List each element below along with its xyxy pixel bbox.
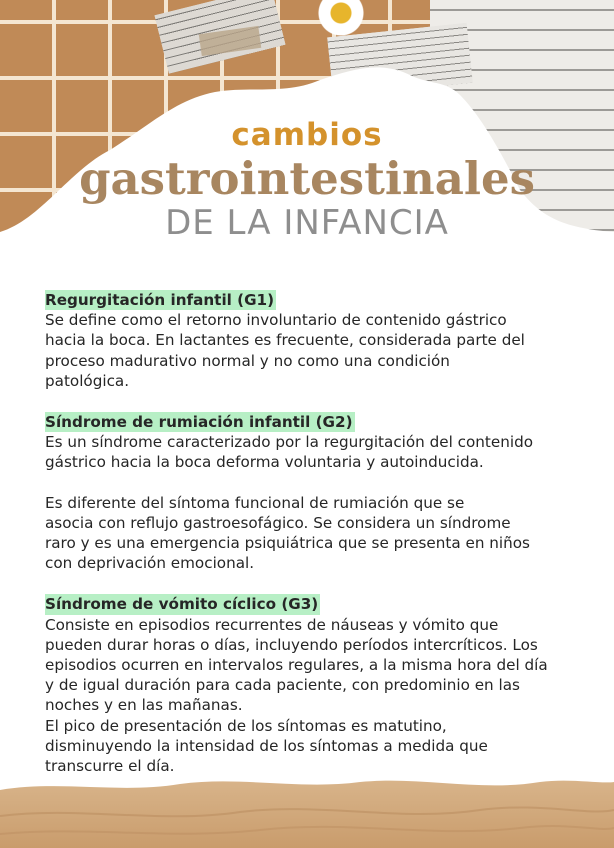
paragraph-line: y de igual duración para cada paciente, con predominio en las — [45, 676, 520, 695]
section-heading: Síndrome de rumiación infantil (G2) — [45, 413, 353, 432]
section-heading: Regurgitación infantil (G1) — [45, 291, 275, 309]
paragraph-line: proceso madurativo normal y no como una condición — [45, 351, 450, 370]
paragraph-line: Consiste en episodios recurrentes de náuseas y vómito que — [45, 615, 499, 634]
paragraph-line: pueden durar horas o días, incluyendo períodos intercríticos. Los — [45, 635, 538, 654]
paragraph-line: episodios ocurren en intervalos regulares, a la misma hora del día — [45, 656, 548, 675]
paragraph-line: raro y es una emergencia psiquiátrica que se presenta en niños — [45, 534, 530, 553]
paragraph-line: Es diferente del síntoma funcional de rumiación que se — [45, 493, 465, 512]
title-line1: cambios — [231, 117, 383, 153]
paragraph-line: Se define como el retorno involuntario de contenido gástrico — [45, 311, 507, 330]
paragraph-line: Es un síndrome caracterizado por la regurgitación del contenido — [45, 433, 534, 452]
title-line2: gastrointestinales — [79, 152, 535, 205]
paragraph-line: noches y en las mañanas. — [45, 696, 243, 715]
paragraph-line: gástrico hacia la boca deforma voluntaria y autoinducida. — [45, 453, 484, 472]
header-collage — [0, 0, 614, 300]
footer-kraft-paper — [0, 776, 614, 848]
paragraph-line: disminuyendo la intensidad de los síntomas a medida que — [45, 736, 488, 755]
section-g2 — [45, 412, 580, 573]
section-g3 — [45, 594, 580, 776]
paragraph-line: patológica. — [45, 371, 130, 390]
title-line3: DE LA INFANCIA — [165, 203, 449, 243]
section-g1 — [45, 290, 580, 391]
document-body — [45, 290, 580, 797]
paragraph-line: El pico de presentación de los síntomas es matutino, — [45, 716, 447, 735]
paragraph-line: con deprivación emocional. — [45, 554, 255, 573]
paragraph-line: asocia con reflujo gastroesofágico. Se considera un síndrome — [45, 513, 511, 532]
section-heading: Síndrome de vómito cíclico (G3) — [45, 595, 319, 614]
paragraph-line: transcurre el día. — [45, 757, 175, 776]
paragraph-line: hacia la boca. En lactantes es frecuente, considerada parte del — [45, 331, 525, 350]
